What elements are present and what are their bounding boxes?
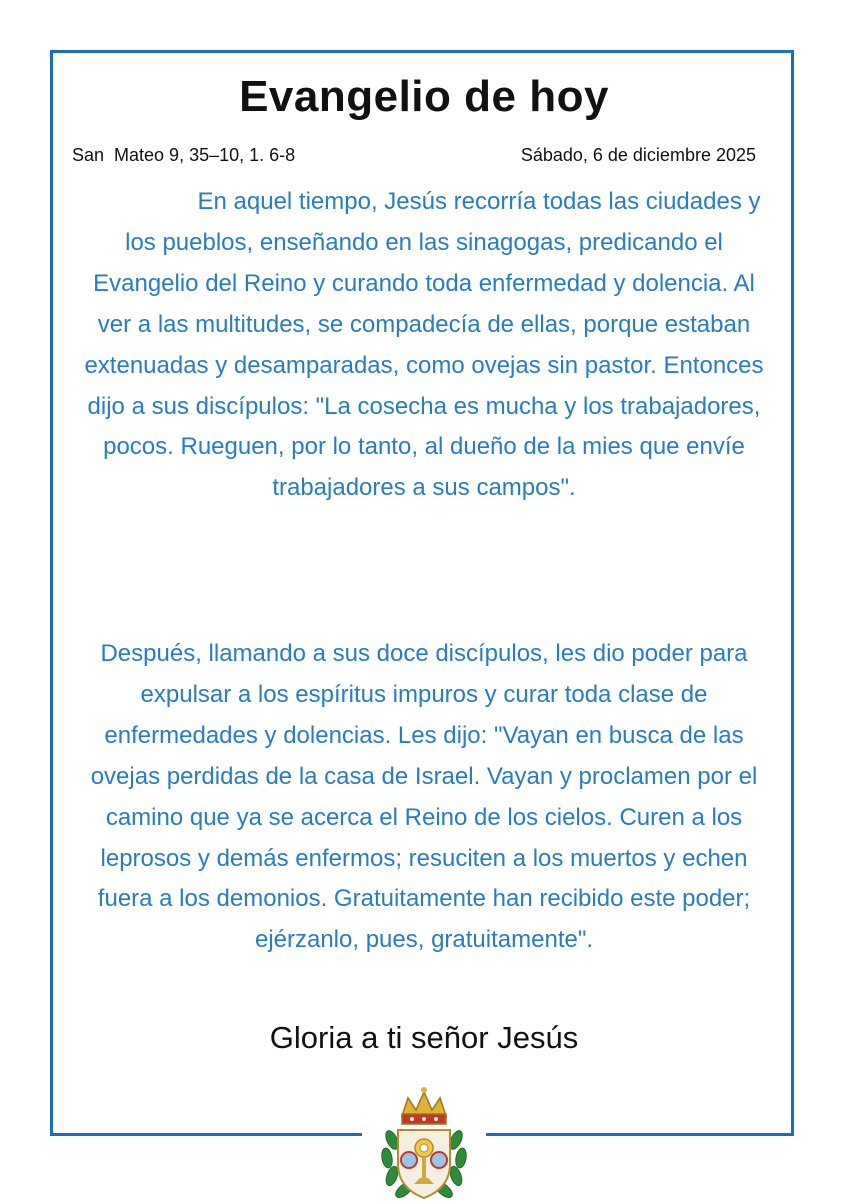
- gospel-paragraph-1-text: En aquel tiempo, Jesús recorría todas las ciudades y los pueblos, enseñando en las sinagogas, predicando el Evangelio del Reino y curando toda enfermedad y dolencia. Al ver a las multitudes, se compadecía de ellas, porque estaban extenuadas y desamparadas, como ovejas sin pastor. Entonces dijo a sus discípulos: "La cosecha es mucha y los trabajadores, pocos. Rueguen, por lo tanto, al dueño de la mies que envíe trabajadores a sus campos".: [84, 188, 764, 502]
- crest-graphic: [362, 1080, 486, 1204]
- gospel-paragraph-1: [78, 182, 770, 509]
- left-medallion-icon: [401, 1152, 417, 1168]
- brotherhood-crest-icon: [362, 1080, 486, 1204]
- gospel-paragraph-2: Después, llamando a sus doce discípulos, les dio poder para expulsar a los espíritus impuros y curar toda clase de enfermedades y dolencias. Les dijo: "Vayan en busca de las ovejas perdidas de la casa de Israel. Vayan y proclamen por el camino que ya se acerca el Reino de los cielos. Curen a los leprosos y demás enfermos; resuciten a los muertos y echen fuera a los demonios. Gratuitamente han recibido este poder; ejérzanlo, pues, gratuitamente".: [90, 640, 758, 954]
- reading-date: Sábado, 6 de diciembre 2025: [520, 145, 756, 165]
- right-medallion-icon: [431, 1152, 447, 1168]
- page-title: Evangelio de hoy: [239, 72, 609, 121]
- scripture-reference: San Mateo 9, 35–10, 1. 6-8: [72, 145, 296, 165]
- closing-acclamation: Gloria a ti señor Jesús: [269, 1020, 579, 1055]
- crown-icon: [402, 1087, 446, 1124]
